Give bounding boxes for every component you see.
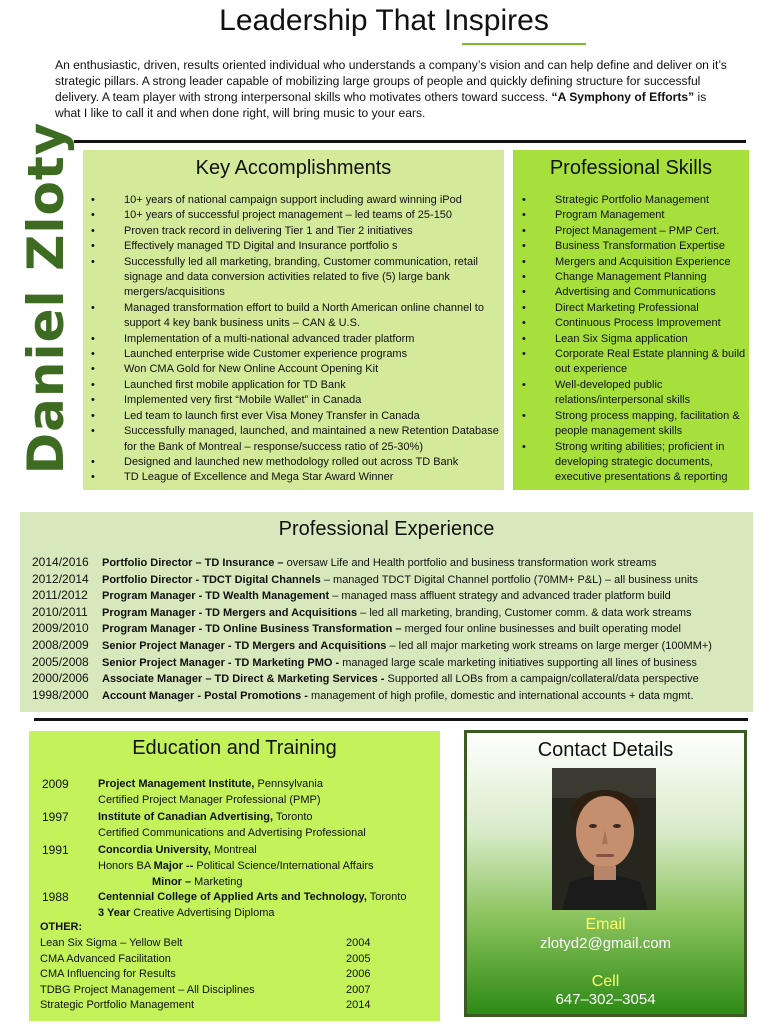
summary-tail: is what I like to call it and when done right, will bring music to your ears. xyxy=(55,90,707,120)
skills-title: Professional Skills xyxy=(549,157,713,179)
education-detail xyxy=(42,905,432,921)
experience-row xyxy=(32,587,752,603)
summary-emphasis: “A Symphony of Efforts” xyxy=(551,90,695,104)
experience-description: Supported all LOBs from a campaign/collateral/data perspective xyxy=(384,673,699,686)
detail-rest: Political Science/International Affairs xyxy=(193,860,374,872)
experience-description: – led all major marketing work streams on large merger (100MM+) xyxy=(386,640,712,652)
skill-item: • Direct Marketing Professional xyxy=(555,301,755,316)
experience-row xyxy=(32,620,752,636)
training-year: 2007 xyxy=(346,983,371,996)
experience-row xyxy=(32,571,752,587)
education-entry xyxy=(42,809,432,841)
experience-role: Program Manager - TD Online Business Transformation – xyxy=(102,623,402,636)
experience-years: 2012/2014 xyxy=(32,571,89,586)
training-name: Lean Six Sigma – Yellow Belt xyxy=(40,937,183,949)
accomplishment-item: • TD League of Excellence and Mega Star Award Winner xyxy=(124,470,504,485)
education-year: 1988 xyxy=(42,890,69,904)
education-school-line xyxy=(42,809,432,825)
education-detail xyxy=(42,858,432,874)
accomplishment-item: • Implementation of a multi-national advanced trader platform xyxy=(124,332,504,347)
experience-role: Associate Manager – TD Direct & Marketing Services - xyxy=(102,673,385,686)
skill-item: • Strategic Portfolio Management xyxy=(555,193,755,208)
experience-role: Program Manager - TD Wealth Management xyxy=(102,590,330,603)
training-year: 2014 xyxy=(346,999,371,1012)
skill-item: • Business Transformation Expertise xyxy=(555,239,755,254)
experience-description: – managed TDCT Digital Channel portfolio (70MM+ P&L) – all business units xyxy=(320,573,698,586)
skill-item: • Corporate Real Estate planning & build out experience xyxy=(555,347,755,378)
accomplishment-item: • Led team to launch first ever Visa Money Transfer in Canada xyxy=(124,409,504,424)
experience-years: 2010/2011 xyxy=(32,604,88,619)
skill-item: • Well-developed public relations/interpersonal skills xyxy=(555,378,755,409)
name-container xyxy=(17,121,75,474)
experience-description: managed large scale marketing initiatives supporting all lines of business xyxy=(339,656,697,669)
accomplishments-list xyxy=(124,193,504,486)
education-detail: Certified Communications and Advertising Professional xyxy=(98,827,366,839)
accomplishment-item: • Implemented very first “Mobile Wallet” in Canada xyxy=(124,393,504,408)
experience-row xyxy=(32,604,752,620)
experience-row xyxy=(32,554,752,570)
experience-title: Professional Experience xyxy=(278,518,495,540)
experience-row xyxy=(32,687,752,703)
accomplishment-item: • Managed transformation effort to build a North American online channel to support 4 key bank business units – CAN & U.S. xyxy=(124,301,504,332)
skill-item: • Change Management Planning xyxy=(555,270,755,285)
training-year: 2005 xyxy=(346,952,371,965)
experience-row xyxy=(32,670,752,686)
accomplishment-item: • Proven track record in delivering Tier 1 and Tier 2 initiatives xyxy=(124,224,504,239)
skill-item: • Program Management xyxy=(555,208,755,223)
skills-list xyxy=(555,193,755,486)
divider xyxy=(34,718,748,721)
accomplishment-item: • Designed and launched new methodology rolled out across TD Bank xyxy=(124,455,504,470)
accomplishments-title: Key Accomplishments xyxy=(195,157,392,179)
other-label: OTHER: xyxy=(40,921,83,933)
divider xyxy=(74,140,746,143)
experience-description: oversaw Life and Health portfolio and business transformation work streams xyxy=(283,557,657,569)
detail-prefix: Honors BA xyxy=(98,860,154,872)
education-school-line xyxy=(42,842,432,858)
education-detail: Certified Project Manager Professional (PMP) xyxy=(98,794,321,806)
accomplishment-item: • Effectively managed TD Digital and Insurance portfolio s xyxy=(124,239,504,254)
experience-years: 2008/2009 xyxy=(32,638,89,652)
education-school-line xyxy=(42,776,432,792)
experience-description: management of high profile, domestic and international accounts + data mgmt. xyxy=(307,689,694,702)
cell-label: Cell xyxy=(591,973,620,990)
minor-bold: Minor – xyxy=(152,876,192,888)
title-underline xyxy=(462,43,586,45)
summary-paragraph xyxy=(55,57,727,121)
education-school: Project Management Institute, xyxy=(98,778,255,790)
cell-value[interactable]: 647–302–3054 xyxy=(555,991,656,1008)
detail-bold: Major -- xyxy=(153,860,194,872)
accomplishment-item: • Won CMA Gold for New Online Account Opening Kit xyxy=(124,362,504,377)
training-year: 2006 xyxy=(346,968,371,981)
education-year: 2009 xyxy=(42,777,69,791)
page-title: Leadership That Inspires xyxy=(219,4,549,37)
experience-description: – managed mass affluent strategy and advanced trader platform build xyxy=(329,590,671,603)
education-school: Institute of Canadian Advertising, xyxy=(98,811,273,823)
experience-row xyxy=(32,654,752,670)
skill-item: • Strong process mapping, facilitation & people management skills xyxy=(555,409,755,440)
education-entry xyxy=(42,842,432,890)
skill-item: • Project Management – PMP Cert. xyxy=(555,224,755,239)
education-year: 1997 xyxy=(42,810,69,824)
education-year: 1991 xyxy=(42,843,69,857)
profile-photo xyxy=(552,768,656,910)
skill-item: • Strong writing abilities; proficient in developing strategic documents, executive presentations & reporting xyxy=(555,440,755,486)
education-school: Centennial College of Applied Arts and Technology, xyxy=(98,891,367,903)
accomplishment-item: • Successfully managed, launched, and maintained a new Retention Database for the Bank of Montreal – response/success ratio of 25-30%) xyxy=(124,424,504,455)
other-training-row xyxy=(40,967,380,982)
experience-years: 2009/2010 xyxy=(32,621,89,636)
experience-role: Senior Project Manager - TD Marketing PMO - xyxy=(102,656,340,669)
experience-years: 2000/2006 xyxy=(32,671,89,686)
skill-item: • Mergers and Acquisition Experience xyxy=(555,255,755,270)
education-school-line xyxy=(42,889,432,905)
training-name: Strategic Portfolio Management xyxy=(40,999,195,1012)
portrait-image xyxy=(552,768,656,910)
other-training-row xyxy=(40,998,380,1013)
education-entry xyxy=(42,889,432,921)
education-place: Pennsylvania xyxy=(254,778,323,790)
skill-item: • Advertising and Communications xyxy=(555,285,755,300)
education-entry xyxy=(42,776,432,808)
training-name: CMA Advanced Facilitation xyxy=(40,952,171,965)
other-training-row xyxy=(40,983,380,998)
experience-description: – led all marketing, branding, Customer comm. & data work streams xyxy=(357,606,692,619)
training-year: 2004 xyxy=(346,937,371,949)
education-place: Montreal xyxy=(210,844,257,856)
experience-role: Program Manager - TD Mergers and Acquisitions xyxy=(102,606,358,619)
experience-years: 2011/2012 xyxy=(32,588,88,603)
accomplishment-item: • 10+ years of successful project management – led teams of 25-150 xyxy=(124,208,504,223)
accomplishment-item: • 10+ years of national campaign support including award winning iPod xyxy=(124,193,504,208)
detail-bold: 3 Year xyxy=(98,907,131,919)
detail-rest: Creative Advertising Diploma xyxy=(130,907,275,919)
experience-description: merged four online businesses and built operating model xyxy=(401,623,681,636)
email-value[interactable]: zlotyd2@gmail.com xyxy=(539,935,672,952)
candidate-name: Daniel Zloty xyxy=(17,121,75,474)
minor-rest: Marketing xyxy=(191,876,243,888)
accomplishment-item: • Launched enterprise wide Customer experience programs xyxy=(124,347,504,362)
other-training-row xyxy=(40,936,380,951)
accomplishment-item: • Successfully led all marketing, branding, Customer communication, retail signage and data conversion activities related to five (5) large bank mergers/acquisitions xyxy=(124,255,504,301)
contact-title: Contact Details xyxy=(537,739,674,761)
education-school: Concordia University, xyxy=(98,844,211,856)
email-label: Email xyxy=(585,916,626,933)
experience-role: Portfolio Director - TDCT Digital Channels xyxy=(102,573,321,586)
education-minor xyxy=(42,874,432,890)
other-training-row xyxy=(40,952,380,967)
skill-item: • Lean Six Sigma application xyxy=(555,332,755,347)
education-title: Education and Training xyxy=(132,737,337,759)
skill-item: • Continuous Process Improvement xyxy=(555,316,755,331)
accomplishment-item: • Launched first mobile application for TD Bank xyxy=(124,378,504,393)
experience-role: Senior Project Manager - TD Mergers and Acquisitions xyxy=(102,640,387,652)
training-name: TDBG Project Management – All Disciplines xyxy=(40,983,255,996)
education-place: Toronto xyxy=(273,811,313,823)
training-name: CMA Influencing for Results xyxy=(40,968,176,981)
summary-text: An enthusiastic, driven, results oriented individual who understands a company’s vision and can help define and deliver on it’s strategic pillars. A strong leader capable of mobilizing large groups of people and quickly defining structure for successful delivery. A team player with strong interpersonal skills who motivates others toward success. xyxy=(55,58,727,104)
experience-years: 2005/2008 xyxy=(32,654,89,669)
experience-role: Account Manager - Postal Promotions - xyxy=(102,689,308,702)
education-place: Toronto xyxy=(366,891,407,903)
experience-row xyxy=(32,637,752,653)
experience-years: 1998/2000 xyxy=(32,687,89,702)
experience-role: Portfolio Director – TD Insurance – xyxy=(102,557,284,569)
experience-years: 2014/2016 xyxy=(32,555,89,569)
